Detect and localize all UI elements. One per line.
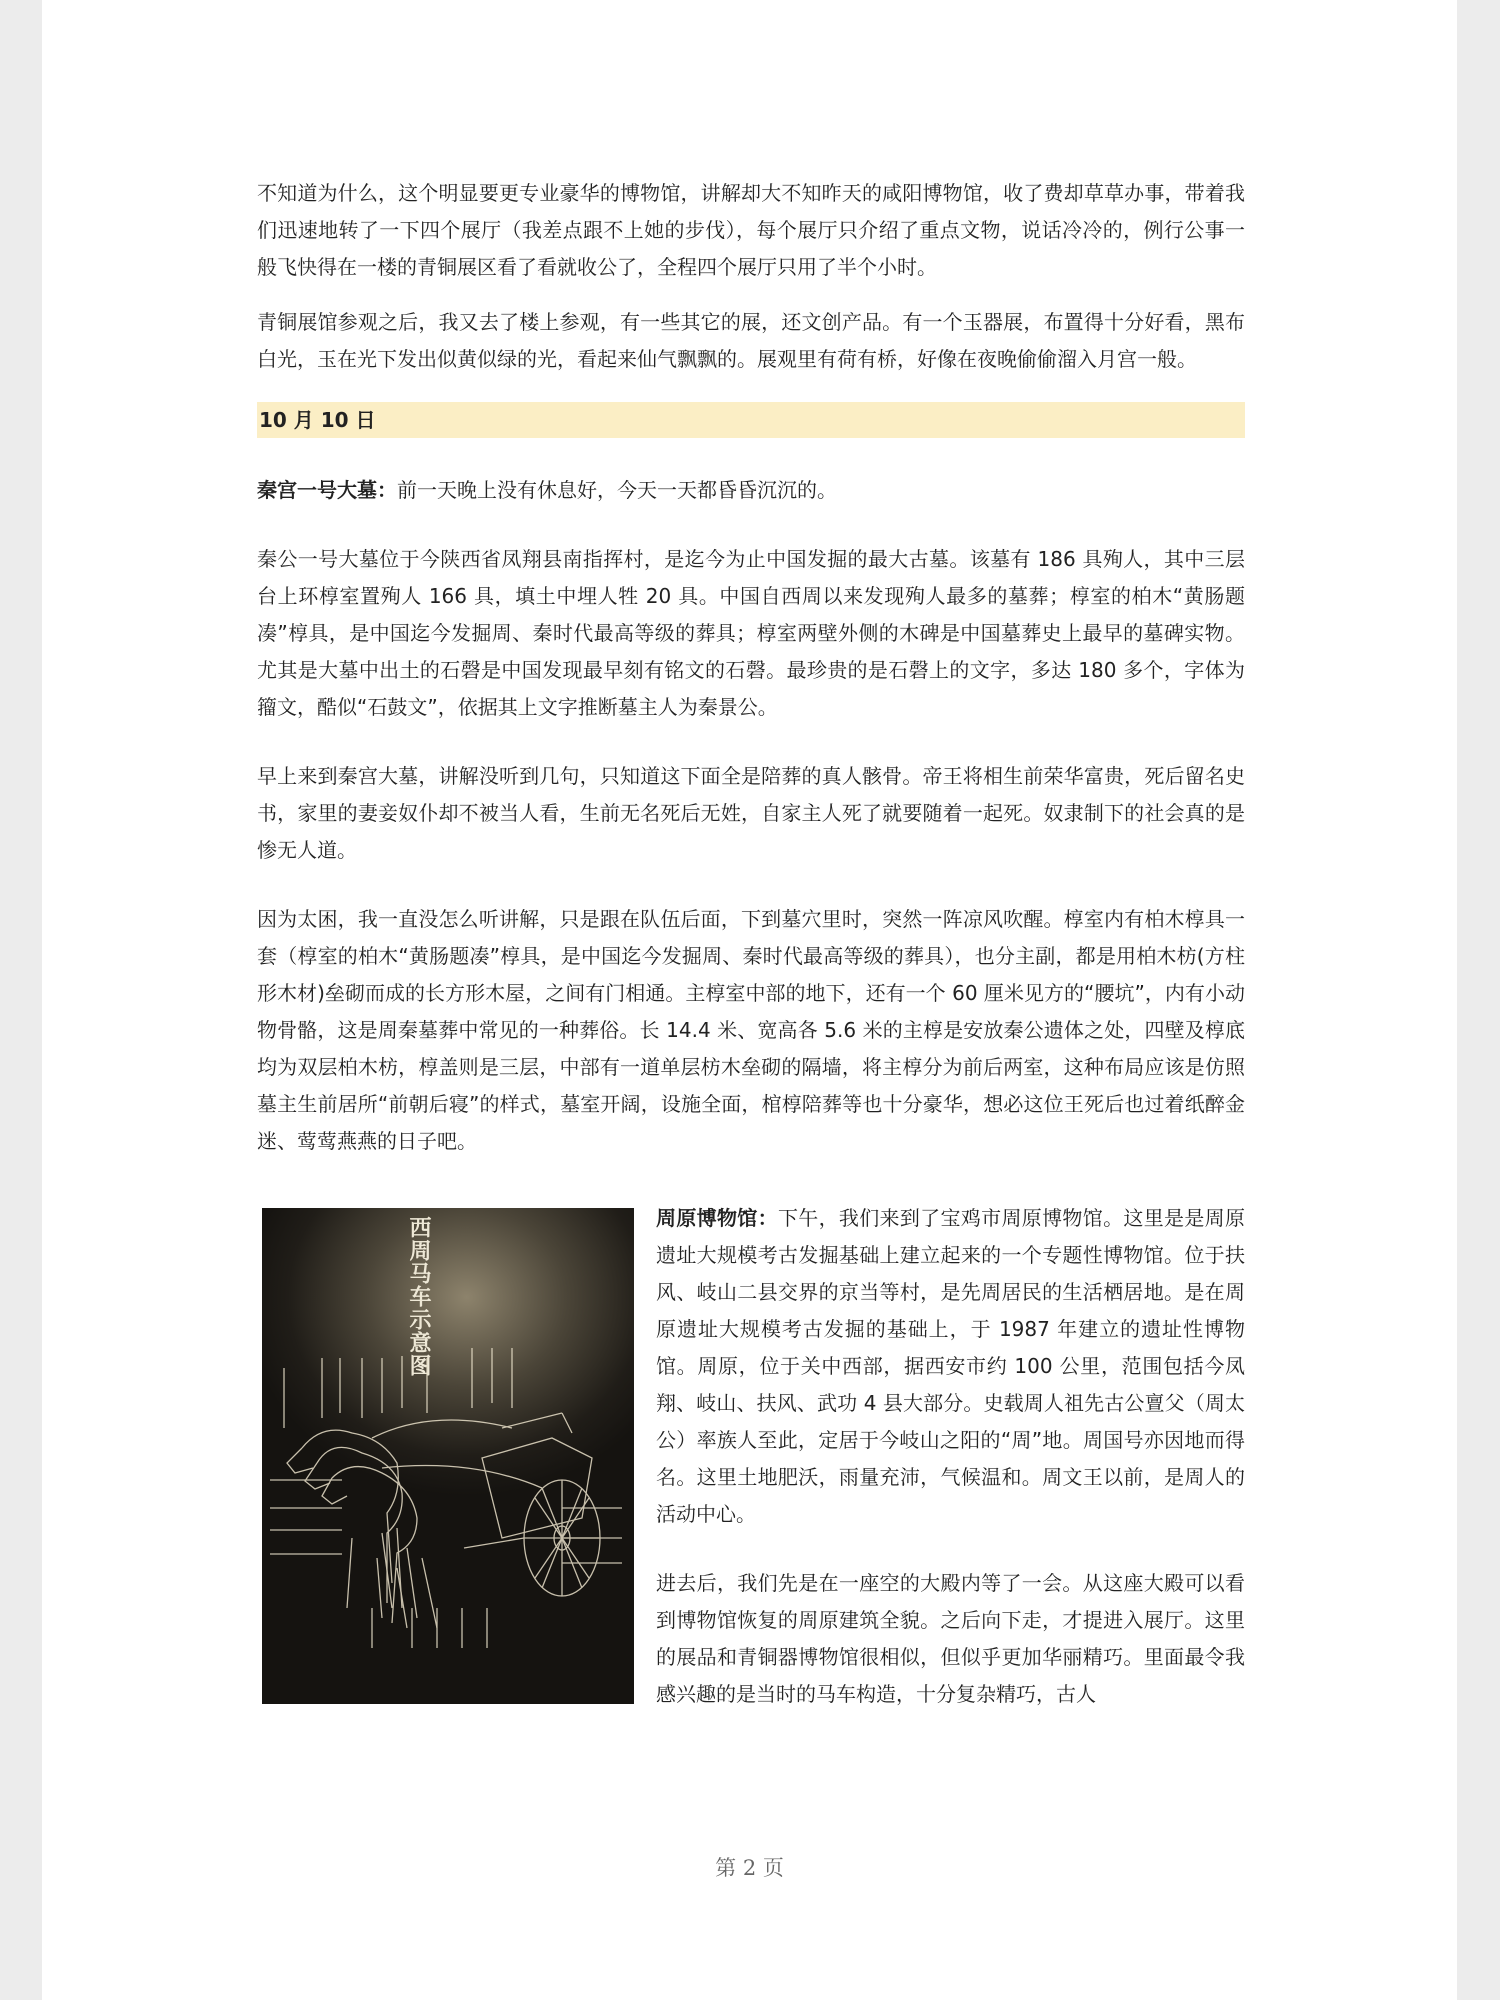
paragraph: 秦公一号大墓位于今陕西省凤翔县南指挥村，是迄今为止中国发掘的最大古墓。该墓有 186 具殉人，其中三层台上环椁室置殉人 166 具，填土中埋人牲 20 具。中国自西周以来发现殉人最多的墓葬；椁室的柏木“黄肠题凑”椁具，是中国迄今发掘周、秦时代最高等级的葬具；椁室两壁外侧的木碑是中国墓葬史上最早的墓碑实物。尤其是大墓中出土的石磬是中国发现最早刻有铭文的石磬。最珍贵的是石磬上的文字，多达 180 多个，字体为籀文，酷似“石鼓文”，依据其上文字推断墓主人为秦景公。 xyxy=(257,547,1245,719)
chariot-illustration xyxy=(262,1208,634,1704)
paragraph: 青铜展馆参观之后，我又去了楼上参观，有一些其它的展，还文创产品。有一个玉器展，布置得十分好看，黑布白光，玉在光下发出似黄似绿的光，看起来仙气飘飘的。展观里有荷有桥，好像在夜晚偷偷溜入月宫一般。 xyxy=(257,310,1245,371)
section-label: 秦宫一号大墓： xyxy=(257,478,397,502)
page-number: 第 2 页 xyxy=(715,1856,784,1880)
zhouyuan-paragraph xyxy=(656,1200,1245,1533)
section-intro-text: 下午，我们来到了宝鸡市周原博物馆。这里是是周原遗址大规模考古发掘基础上建立起来的一个专题性博物馆。位于扶风、岐山二县交界的京当等村，是先周居民的生活栖居地。是在周原遗址大规模考古发掘的基础上，于 1987 年建立的遗址性博物馆。周原，位于关中西部，据西安市约 100 公里，范围包括今凤翔、岐山、扶风、武功 4 县大部分。史载周人祖先古公亶父（周太公）率族人至此，定居于今岐山之阳的“周”地。周国号亦因地而得名。这里土地肥沃，雨量充沛，气候温和。周文王以前，是周人的活动中心。 xyxy=(656,1206,1246,1526)
paragraph: 因为太困，我一直没怎么听讲解，只是跟在队伍后面，下到墓穴里时，突然一阵凉风吹醒。椁室内有柏木椁具一套（椁室的柏木“黄肠题凑”椁具，是中国迄今发掘周、秦时代最高等级的葬具），也分主副，都是用柏木枋(方柱形木材)垒砌而成的长方形木屋，之间有门相通。主椁室中部的地下，还有一个 60 厘米见方的“腰坑”，内有小动物骨骼，这是周秦墓葬中常见的一种葬俗。长 14.4 米、宽高各 5.6 米的主椁是安放秦公遗体之处，四壁及椁底均为双层柏木枋，椁盖则是三层，中部有一道单层枋木垒砌的隔墙，将主椁分为前后两室，这种布局应该是仿照墓主生前居所“前朝后寝”的样式，墓室开阔，设施全面，棺椁陪葬等也十分豪华，想必这位王死后也过着纸醉金迷、莺莺燕燕的日子吧。 xyxy=(257,907,1245,1153)
figure-title: 西周马车示意图 xyxy=(406,1216,432,1377)
chariot-diagram-image xyxy=(262,1208,634,1704)
date-heading: 10 月 10 日 xyxy=(257,402,1245,438)
zhouyuan-section xyxy=(656,1200,1245,1713)
document-page xyxy=(42,0,1457,2000)
paragraph: 不知道为什么，这个明显要更专业豪华的博物馆，讲解却大不知昨天的咸阳博物馆，收了费却草草办事，带着我们迅速地转了一下四个展厅（我差点跟不上她的步伐），每个展厅只介绍了重点文物，说话冷冷的，例行公事一般飞快得在一楼的青铜展区看了看就收公了，全程四个展厅只用了半个小时。 xyxy=(257,181,1245,279)
qin-tomb-intro xyxy=(257,472,1245,509)
paragraph: 进去后，我们先是在一座空的大殿内等了一会。从这座大殿可以看到博物馆恢复的周原建筑全貌。之后向下走，才提进入展厅。这里的展品和青铜器博物馆很相似，但似乎更加华丽精巧。里面最令我感兴趣的是当时的马车构造，十分复杂精巧，古人 xyxy=(656,1571,1245,1706)
page-content xyxy=(257,175,1245,1713)
figure-row xyxy=(257,1200,1245,1713)
paragraph: 早上来到秦宫大墓，讲解没听到几句，只知道这下面全是陪葬的真人骸骨。帝王将相生前荣华富贵，死后留名史书，家里的妻妾奴仆却不被当人看，生前无名死后无姓，自家主人死了就要随着一起死。奴隶制下的社会真的是惨无人道。 xyxy=(257,764,1245,862)
section-label: 周原博物馆： xyxy=(656,1206,778,1230)
section-intro-text: 前一天晚上没有休息好，今天一天都昏昏沉沉的。 xyxy=(397,478,837,502)
